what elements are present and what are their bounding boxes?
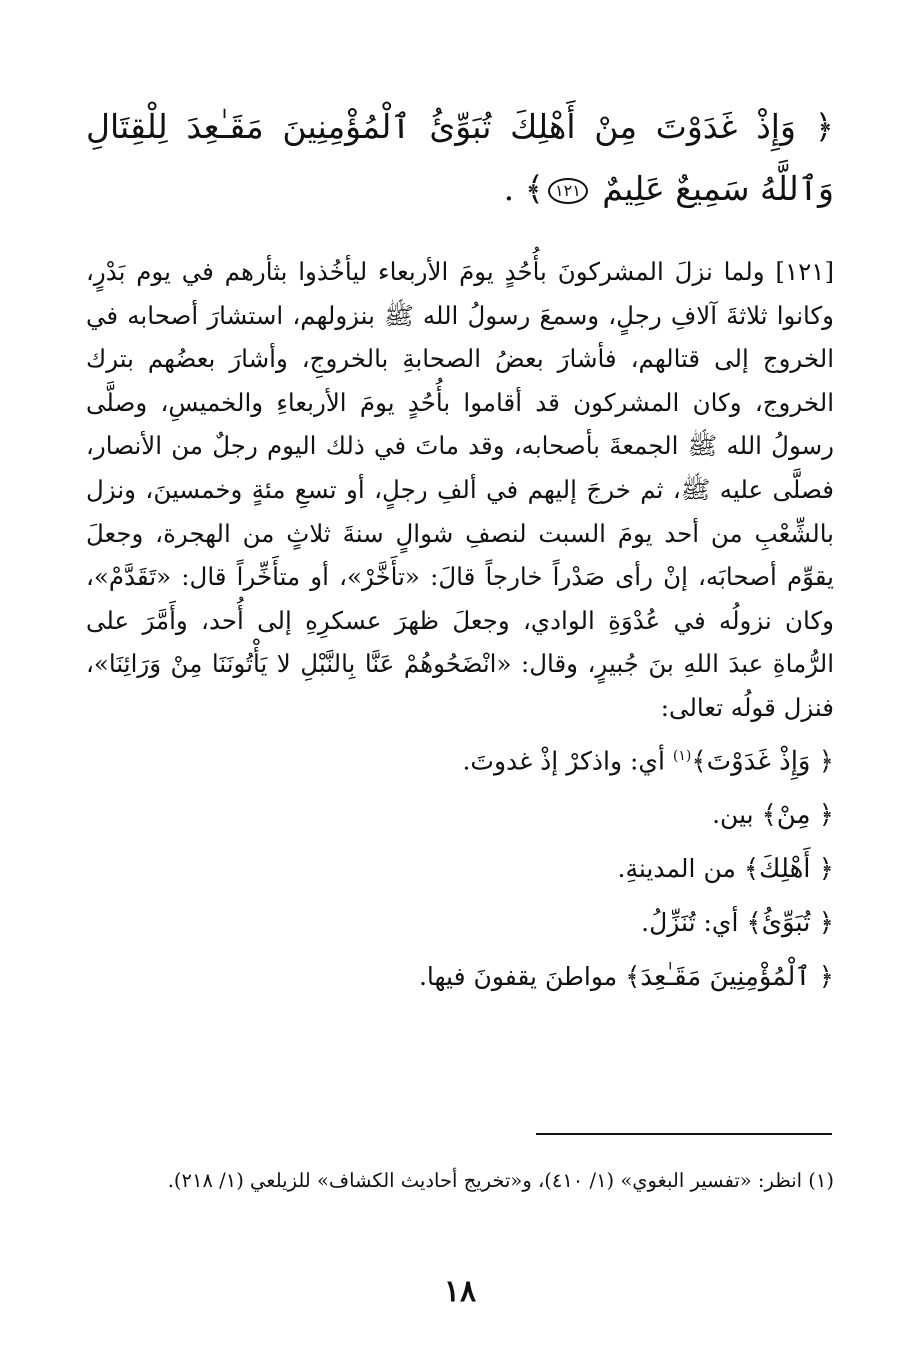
gloss-meaning: مواطنَ يقفونَ فيها.	[418, 961, 618, 991]
gloss-quran-phrase: ﴿ مِنْ﴾	[761, 799, 834, 830]
gloss-meaning: أي: تُنَزِّلُ.	[641, 907, 739, 937]
gloss-item	[86, 788, 834, 842]
gloss-meaning: من المدينةِ.	[617, 853, 736, 883]
gloss-item	[86, 950, 834, 1004]
footnote-reference: (١)	[672, 747, 692, 764]
page-content	[86, 96, 834, 1004]
gloss-quran-phrase: ﴿ تُبَوِّئُ﴾	[746, 907, 834, 938]
verse-text: ﴿ وَإِذْ غَدَوْتَ مِنْ أَهْلِكَ تُبَوِّئُ ٱلْمُؤْمِنِينَ مَقَـٰعِدَ لِلْقِتَالِ وَٱللَّهُ سَمِيعٌ عَلِيمٌ	[86, 107, 834, 208]
page-number: ١٨	[443, 1274, 477, 1309]
gloss-meaning: بين.	[712, 799, 754, 829]
gloss-quran-phrase: ﴿ أَهْلِكَ﴾	[743, 853, 834, 884]
gloss-item	[86, 730, 834, 788]
verse-closing: ﴾ .	[503, 169, 544, 208]
gloss-item	[86, 896, 834, 950]
verse-number-marker: ١٢١	[548, 178, 588, 204]
gloss-item	[86, 842, 834, 896]
quran-verse-heading	[86, 96, 834, 220]
gloss-quran-phrase: ﴿ ٱلْمُؤْمِنِينَ مَقَـٰعِدَ﴾	[625, 961, 834, 992]
footnote-divider	[536, 1133, 832, 1135]
footnote: (١) انظر: «تفسير البغوي» (١/ ٤١٠)، و«تخريج أحاديث الكشاف» للزيلعي (١/ ٢١٨).	[167, 1169, 834, 1192]
gloss-list	[86, 730, 834, 1004]
commentary-paragraph: [١٢١] ولما نزلَ المشركونَ بأُحُدٍ يومَ الأربعاء ليأخُذوا بثأرهم في يوم بَدْرٍ، وكانوا ثلاثةَ آلافِ رجلٍ، وسمعَ رسولُ الله ﷺ بنزولهم، استشارَ أصحابه في الخروج إلى قتالهم، فأشارَ بعضُ الصحابةِ بالخروجِ، وأشارَ بعضُهم بترك الخروج، وكان المشركون قد أقاموا بأُحُدٍ يومَ الأربعاءِ والخميسِ، وصلَّى رسولُ الله ﷺ الجمعةَ بأصحابه، وقد ماتَ في ذلك اليوم رجلٌ من الأنصار، فصلَّى عليه ﷺ، ثم خرجَ إليهم في ألفِ رجلٍ، أو تسعِ مئةٍ وخمسينَ، ونزل بالشِّعْبِ من أحد يومَ السبت لنصفِ شوالٍ سنةَ ثلاثٍ من الهجرة، وجعلَ يقوِّم أصحابَه، إنْ رأى صَدْراً خارجاً قالَ: «تأَخَّرْ»، أو متأَخِّراً قال: «تَقَدَّمْ»، وكان نزولُه في عُدْوَةِ الوادي، وجعلَ ظهرَ عسكرِهِ إلى أُحد، وأَمَّرَ على الرُّماةِ عبدَ اللهِ بنَ جُبيرٍ، وقال: «انْضَحُوهُمْ عَنَّا بِالنَّبْلِ لا يَأْتُونَنَا مِنْ وَرَائِنَا»، فنزل قولُه تعالى:	[86, 257, 834, 722]
gloss-meaning: أي: واذكرْ إذْ غدوتَ.	[462, 745, 665, 775]
gloss-quran-phrase: ﴿ وَإِذْ غَدَوْتَ﴾	[691, 745, 834, 776]
